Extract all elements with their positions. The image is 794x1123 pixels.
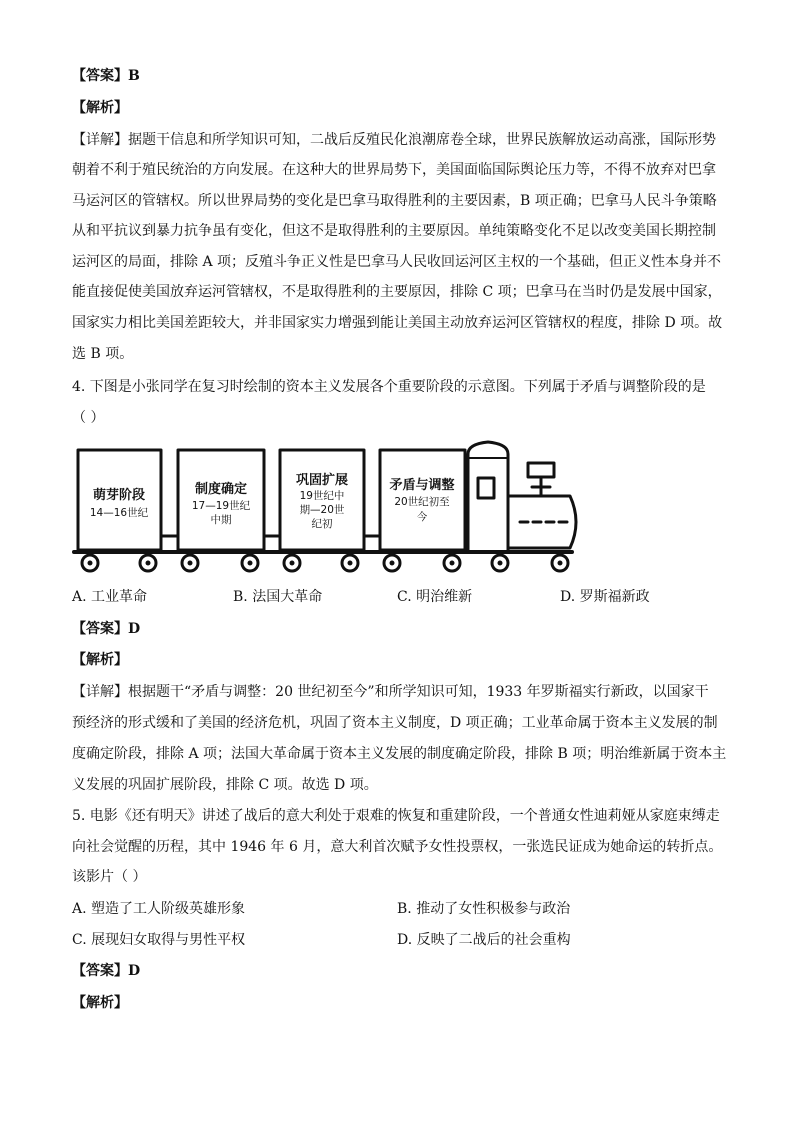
car-1-title: 萌芽阶段 xyxy=(92,488,146,503)
car-2-period: 17—19世纪 xyxy=(191,500,251,512)
car-4-period: 今 xyxy=(416,511,428,523)
q5-stem: 向社会觉醒的历程，其中 1946 年 6 月，意大利首次赋予女性投票权，一张选民证成为她命运的转折点。 xyxy=(72,839,723,855)
q4-detail-line: 义发展的巩固扩展阶段，排除 C 项。故选 D 项。 xyxy=(72,777,378,793)
car-3-period: 19世纪中 xyxy=(299,490,345,502)
q4-stem-blank: （ ） xyxy=(72,410,105,426)
q3-detail-line: 能直接促使美国放弃运河管辖权，不是取得胜利的主要原因，排除 C 项；巴拿马在当时仍是发展中国家， xyxy=(72,284,722,300)
car-2-title: 制度确定 xyxy=(194,482,248,497)
q4-detail-line: 【详解】根据题干“矛盾与调整：20 世纪初至今”和所学知识可知，1933 年罗斯福实行新政，以国家干 xyxy=(72,684,709,700)
car-3-period: 纪初 xyxy=(311,518,333,530)
car-3-title: 巩固扩展 xyxy=(295,473,349,488)
car-2-period: 中期 xyxy=(210,514,232,526)
q5-stem: 5. 电影《还有明天》讲述了战后的意大利处于艰难的恢复和重建阶段，一个普通女性迪莉娅从家庭束缚走 xyxy=(72,808,720,824)
q3-detail-line: 从和平抗议到暴力抗争虽有变化，但这不是取得胜利的主要原因。单纯策略变化不足以改变美国长期控制 xyxy=(72,223,716,239)
q5-option-b[interactable]: B. 推动了女性积极参与政治 xyxy=(397,901,571,917)
q3-detail-line: 国家实力相比美国差距较大，并非国家实力增强到能让美国主动放弃运河区管辖权的程度，排除 D 项。故 xyxy=(72,315,723,331)
q5-option-a[interactable]: A. 塑造了工人阶级英雄形象 xyxy=(72,901,246,917)
car-4-period: 20世纪初至 xyxy=(394,496,450,508)
capitalism-stages-train-diagram xyxy=(70,436,590,582)
q5-analysis-heading: 【解析】 xyxy=(72,995,128,1011)
q3-detail-line: 【详解】据题干信息和所学知识可知，二战后反殖民化浪潮席卷全球，世界民族解放运动高涨，国际形势 xyxy=(72,132,716,148)
q4-detail-line: 度确定阶段，排除 A 项；法国大革命属于资本主义发展的制度确定阶段，排除 B 项；明治维新属于资本主 xyxy=(72,746,727,762)
locomotive-window xyxy=(478,478,494,498)
q4-option-d[interactable]: D. 罗斯福新政 xyxy=(560,589,650,605)
q4-answer: 【答案】D xyxy=(72,621,141,637)
q4-stem: 4. 下图是小张同学在复习时绘制的资本主义发展各个重要阶段的示意图。下列属于矛盾与调整阶段的是 xyxy=(72,379,706,395)
q4-option-c[interactable]: C. 明治维新 xyxy=(397,589,473,605)
q3-answer: 【答案】B xyxy=(72,68,140,84)
q5-stem: 该影片（ ） xyxy=(72,869,147,885)
q5-option-d[interactable]: D. 反映了二战后的社会重构 xyxy=(397,932,571,948)
q4-detail-line: 预经济的形式缓和了美国的经济危机，巩固了资本主义制度，D 项正确；工业革命属于资本主义发展的制 xyxy=(72,715,718,731)
q3-detail-line: 选 B 项。 xyxy=(72,346,134,362)
car-4-title: 矛盾与调整 xyxy=(389,478,455,493)
q3-detail-line: 朝着不利于殖民统治的方向发展。在这种大的世界局势下，美国面临国际舆论压力等，不得不放弃对巴拿 xyxy=(72,162,716,178)
q4-option-b[interactable]: B. 法国大革命 xyxy=(233,589,323,605)
q5-answer: 【答案】D xyxy=(72,963,141,979)
car-1-period: 14—16世纪 xyxy=(89,507,149,519)
q3-detail-line: 马运河区的管辖权。所以世界局势的变化是巴拿马取得胜利的主要因素，B 项正确；巴拿马人民斗争策略 xyxy=(72,193,717,209)
q3-detail-line: 运河区的局面，排除 A 项；反殖斗争正义性是巴拿马人民收回运河区主权的一个基础，但正义性本身并不 xyxy=(72,254,722,270)
q4-analysis-heading: 【解析】 xyxy=(72,652,128,668)
q4-option-a[interactable]: A. 工业革命 xyxy=(72,589,148,605)
locomotive-chimney-top xyxy=(528,463,554,477)
q3-analysis-heading: 【解析】 xyxy=(72,100,128,116)
q5-option-c[interactable]: C. 展现妇女取得与男性平权 xyxy=(72,932,246,948)
car-3-period: 期—20世 xyxy=(299,504,345,516)
